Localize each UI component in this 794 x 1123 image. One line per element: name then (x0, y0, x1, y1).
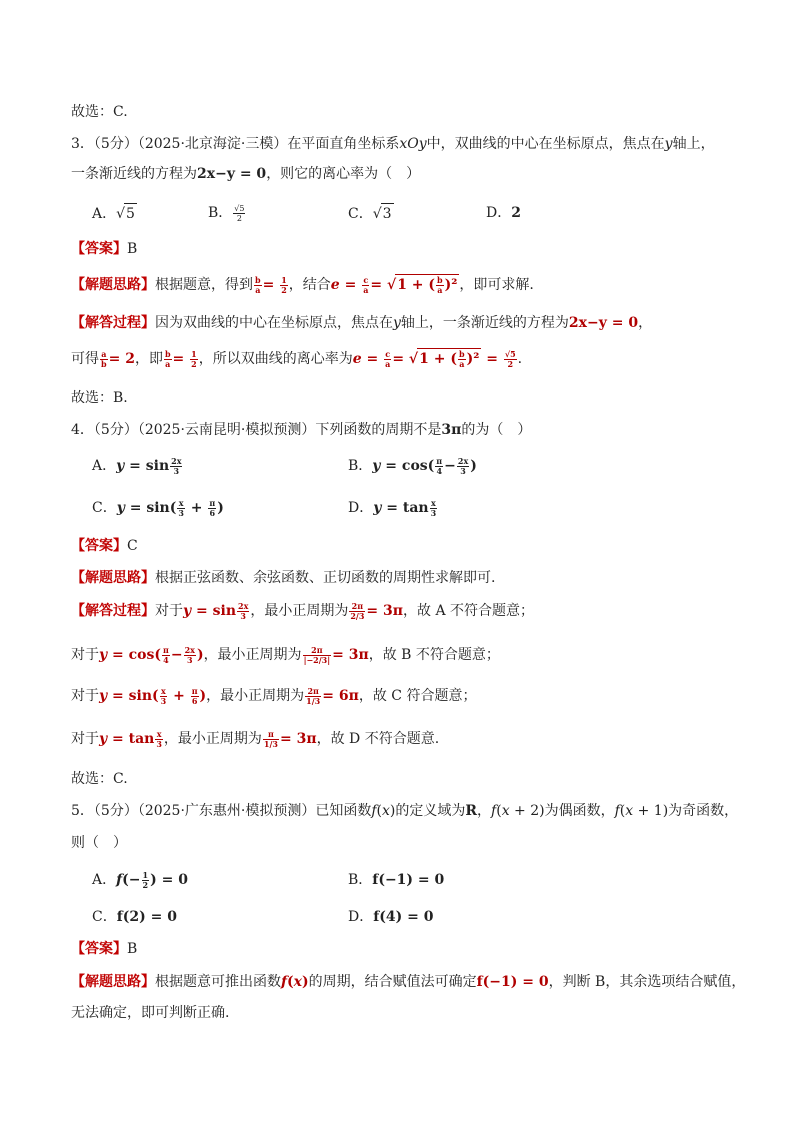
q4-process-a: 【解答过程】对于y = sin $\frac{2x}{3}$ ，最小正周期为 $\frac{2\pi}{2/3}$ = 3π，故 A 不符合题意； (71, 600, 535, 621)
q5-option-d: D．f(4) = 0 (348, 909, 434, 925)
q4-option-b: B．y = cos( $\frac{\pi}{4}$ − $\frac{2x}{3}$ ) (348, 455, 477, 476)
prev-final-answer: 故选：C. (71, 104, 128, 120)
q5-stem-line2: 则（ ） (71, 835, 127, 851)
q3-answer: 【答案】B (71, 241, 138, 257)
q3-number: 3．（5分） (71, 136, 138, 152)
q4-option-c: C．y = sin( $\frac{x}{3}$ + $\frac{\pi}{6}$ ) (92, 497, 224, 518)
q5-option-c: C．f(2) = 0 (92, 909, 177, 925)
q5-source: （2025·广东惠州·模拟预测） (137, 803, 316, 819)
q4-number: 4．（5分） (71, 422, 138, 438)
q4-process-c: 对于y = sin( $\frac{x}{3}$ + $\frac{\pi}{6}$ )，最小正周期为 $\frac{2\pi}{1/3}$ = 6π，故 C 符合题意； (71, 685, 477, 706)
q3-option-a: A．√5 (92, 203, 137, 224)
q3-option-b: B． $\frac{√5}{2}$ (208, 203, 245, 223)
q3-process-line1: 【解答过程】因为双曲线的中心在坐标原点，焦点在y轴上，一条渐近线的方程为2x−y = 0， (71, 315, 653, 331)
q3-idea: 【解题思路】根据题意，得到 $\frac{b}{a}$ = $\frac{1}{2}$ ，结合e = $\frac{c}{a}$ = √1 + ( $\frac{b}{a}$ )² ，即可求解. (71, 274, 534, 295)
q4-process-d: 对于y = tan $\frac{x}{3}$ ，最小正周期为 $\frac{\pi}{1/3}$ = 3π，故 D 不符合题意. (71, 728, 440, 749)
q5-option-a: A．f(− $\frac{1}{2}$ ) = 0 (92, 869, 188, 890)
q3-stem-line2: 一条渐近线的方程为2x−y = 0，则它的离心率为（ ） (71, 166, 421, 182)
q4-option-a: A．y = sin $\frac{2x}{3}$ (92, 455, 182, 476)
q3-stem-line1: 3．（5分）（2025·北京海淀·三模）在平面直角坐标系xOy中，双曲线的中心在坐标原点，焦点在y轴上， (71, 136, 715, 152)
q4-option-d: D．y = tan $\frac{x}{3}$ (348, 497, 437, 518)
q4-answer: 【答案】C (71, 538, 138, 554)
q4-process-b: 对于y = cos( $\frac{\pi}{4}$ − $\frac{2x}{3}$ )，最小正周期为 $\frac{2\pi}{|-2/3|}$ = 3π，故 B 不符合题意； (71, 644, 500, 665)
q5-stem-line1: 5．（5分）（2025·广东惠州·模拟预测）已知函数f(x)的定义域为R，f(x + 2)为偶函数，f(x + 1)为奇函数， (71, 803, 739, 819)
q5-number: 5．（5分） (71, 803, 138, 819)
q4-final: 故选：C. (71, 771, 128, 787)
q3-final: 故选：B. (71, 390, 128, 406)
q3-option-d: D．2 (486, 205, 521, 221)
q3-asymptote: 2x−y = 0 (197, 166, 267, 182)
q4-idea: 【解题思路】根据正弦函数、余弦函数、正切函数的周期性求解即可. (71, 570, 496, 586)
q3-source: （2025·北京海淀·三模） (137, 136, 288, 152)
q4-source: （2025·云南昆明·模拟预测） (137, 422, 316, 438)
q5-idea-line2: 无法确定，即可判断正确. (71, 1005, 230, 1021)
q5-answer: 【答案】B (71, 941, 138, 957)
q5-idea-line1: 【解题思路】根据题意可推出函数f(x)的周期，结合赋值法可确定f(−1) = 0，判断 B，其余选项结合赋值， (71, 974, 746, 990)
q4-stem: 4．（5分）（2025·云南昆明·模拟预测）下列函数的周期不是3π的为（ ） (71, 422, 532, 438)
q3-option-c: C．√3 (348, 203, 394, 224)
q5-option-b: B．f(−1) = 0 (348, 872, 445, 888)
q3-process-line2: 可得 $\frac{a}{b}$ = 2，即 $\frac{b}{a}$ = $\frac{1}{2}$ ，所以双曲线的离心率为e = $\frac{c}{a}$ = √1 + ( $\frac{b}{a}$ )² = $\frac{√5}{2}$ . (71, 348, 523, 369)
